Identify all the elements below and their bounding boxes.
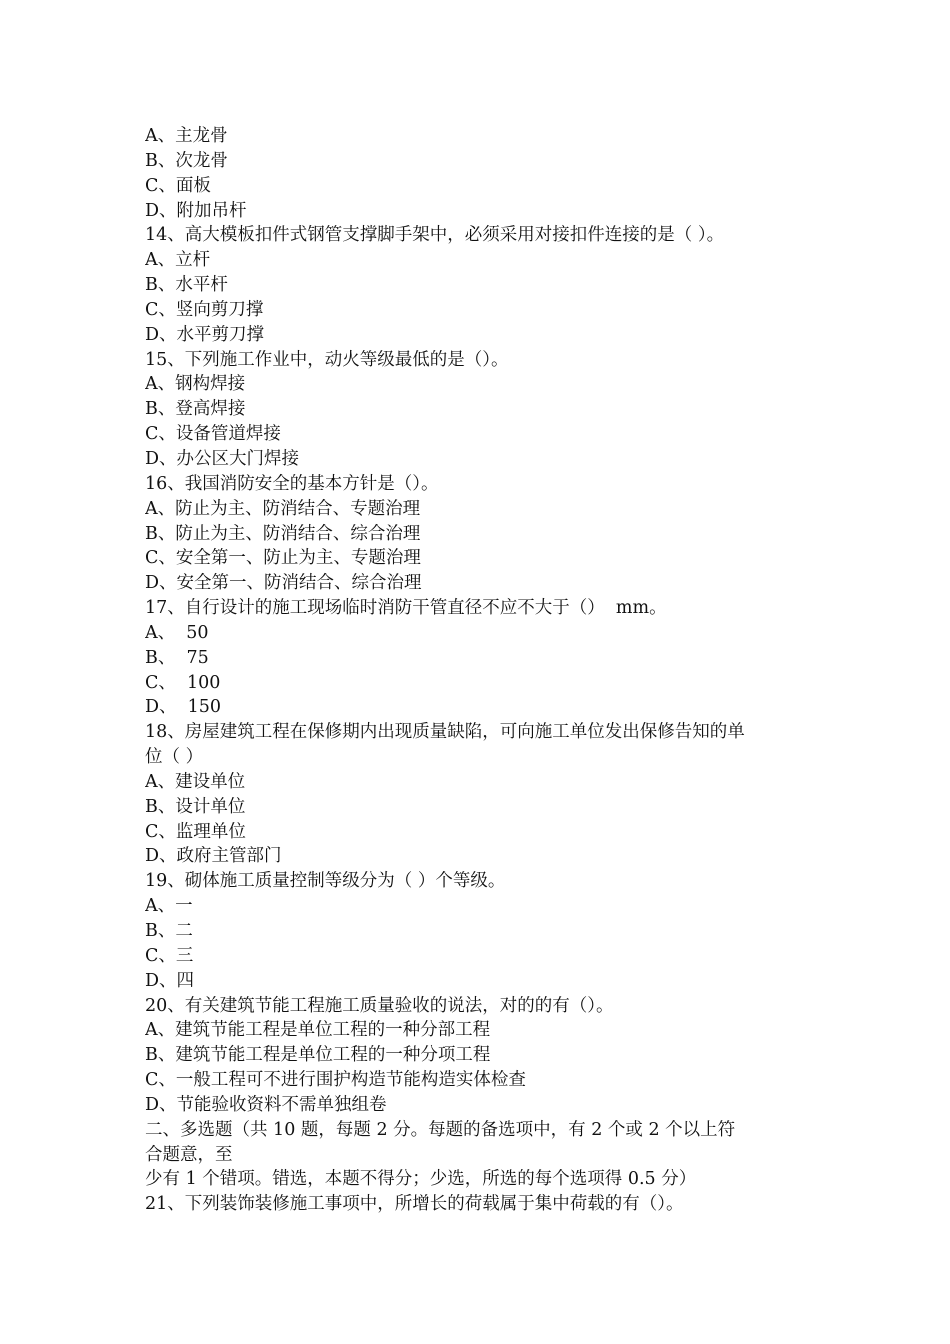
question-15: 15、下列施工作业中，动火等级最低的是（）。 bbox=[145, 349, 509, 370]
question-20: 20、有关建筑节能工程施工质量验收的说法，对的的有（）。 bbox=[145, 995, 614, 1016]
question-17: 17、自行设计的施工现场临时消防干管直径不应不大于（） mm。 bbox=[145, 598, 667, 619]
option-line: D、附加吊杆 bbox=[145, 200, 247, 221]
question-18: 18、房屋建筑工程在保修期内出现质量缺陷，可向施工单位发出保修告知的单 bbox=[145, 722, 745, 743]
option-line: A、建筑节能工程是单位工程的一种分部工程 bbox=[145, 1020, 491, 1041]
section-heading-continued: 合题意，至 bbox=[145, 1144, 233, 1165]
option-line: C、监理单位 bbox=[145, 821, 246, 842]
option-line: B、 75 bbox=[145, 647, 209, 668]
question-19: 19、砌体施工质量控制等级分为（ ）个等级。 bbox=[145, 871, 506, 892]
option-line: C、一般工程可不进行围护构造节能构造实体检查 bbox=[145, 1070, 526, 1091]
option-line: C、 100 bbox=[145, 672, 221, 693]
option-line: C、竖向剪刀撑 bbox=[145, 299, 264, 320]
option-line: D、四 bbox=[145, 970, 195, 991]
option-line: A、一 bbox=[145, 896, 193, 917]
option-line: D、政府主管部门 bbox=[145, 846, 282, 867]
option-line: B、建筑节能工程是单位工程的一种分项工程 bbox=[145, 1045, 491, 1066]
option-line: B、登高焊接 bbox=[145, 399, 246, 420]
option-line: A、 50 bbox=[145, 622, 209, 643]
option-line: A、主龙骨 bbox=[145, 126, 228, 146]
option-line: C、面板 bbox=[145, 175, 211, 196]
option-line: A、立杆 bbox=[145, 250, 211, 271]
section-instructions: 少有 1 个错项。错选，本题不得分；少选，所选的每个选项得 0.5 分） bbox=[145, 1169, 697, 1190]
option-line: D、 150 bbox=[145, 697, 222, 718]
option-line: B、防止为主、防消结合、综合治理 bbox=[145, 523, 421, 544]
option-line: A、钢构焊接 bbox=[145, 374, 246, 395]
question-18-continued: 位（ ） bbox=[145, 747, 204, 768]
question-16: 16、我国消防安全的基本方针是（）。 bbox=[145, 473, 439, 494]
question-21: 21、下列装饰装修施工事项中，所增长的荷载属于集中荷载的有（）。 bbox=[145, 1194, 684, 1215]
section-heading: 二、多选题（共 10 题，每题 2 分。每题的备选项中，有 2 个或 2 个以上符 bbox=[145, 1119, 736, 1140]
option-line: B、次龙骨 bbox=[145, 150, 228, 171]
option-line: C、设备管道焊接 bbox=[145, 424, 281, 445]
option-line: A、防止为主、防消结合、专题治理 bbox=[145, 498, 421, 519]
option-line: D、办公区大门焊接 bbox=[145, 448, 300, 469]
option-line: A、建设单位 bbox=[145, 771, 246, 792]
option-line: B、设计单位 bbox=[145, 796, 246, 817]
option-line: B、二 bbox=[145, 921, 193, 941]
option-line: B、水平杆 bbox=[145, 275, 228, 296]
option-line: D、节能验收资料不需单独组卷 bbox=[145, 1094, 387, 1115]
document-page bbox=[145, 124, 815, 1217]
question-14: 14、高大模板扣件式钢管支撑脚手架中，必须采用对接扣件连接的是（ ）。 bbox=[145, 225, 725, 246]
option-line: D、水平剪刀撑 bbox=[145, 324, 265, 345]
option-line: C、三 bbox=[145, 945, 194, 966]
option-line: D、安全第一、防消结合、综合治理 bbox=[145, 573, 422, 594]
option-line: C、安全第一、防止为主、专题治理 bbox=[145, 548, 421, 569]
